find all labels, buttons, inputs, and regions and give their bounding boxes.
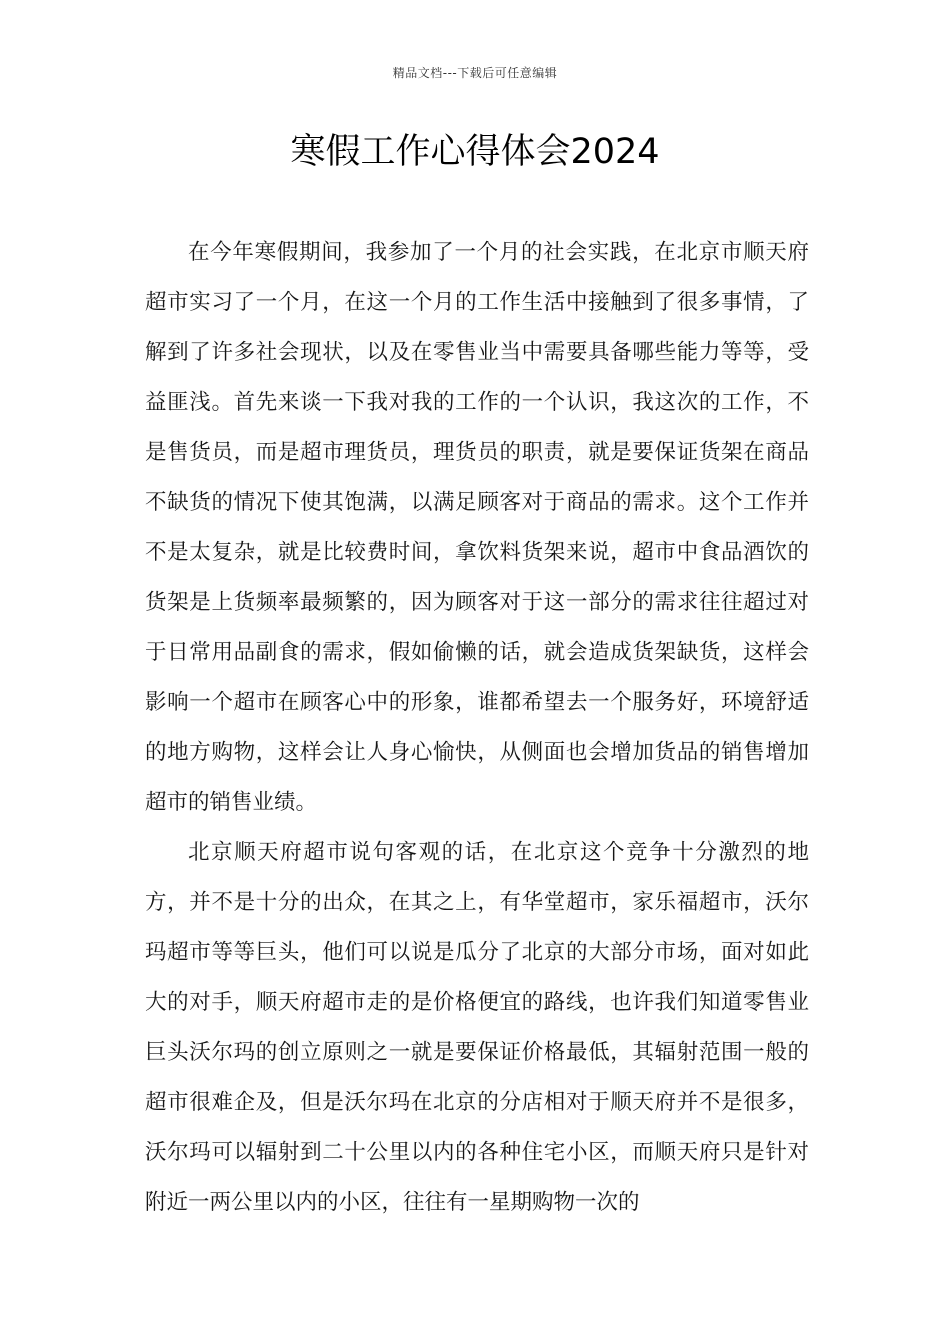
document-title: 寒假工作心得体会2024 xyxy=(290,132,660,172)
paragraph-2: 北京顺天府超市说句客观的话，在北京这个竞争十分激烈的地方，并不是十分的出众，在其之上，有华堂超市，家乐福超市，沃尔玛超市等等巨头，他们可以说是瓜分了北京的大部分市场，面对如此大的对手，顺天府超市走的是价格便宜的路线，也许我们知道零售业巨头沃尔玛的创立原则之一就是要保证价格最低，其辐射范围一般的超市很难企及，但是沃尔玛在北京的分店相对于顺天府并不是很多，沃尔玛可以辐射到二十公里以内的各种住宅小区，而顺天府只是针对附近一两公里以内的小区，往往有一星期购物一次的 xyxy=(145,840,809,1215)
header-note: 精品文档---下载后可任意编辑 xyxy=(392,66,558,80)
paragraph-1: 在今年寒假期间，我参加了一个月的社会实践，在北京市顺天府超市实习了一个月，在这一个月的工作生活中接触到了很多事情，了解到了许多社会现状，以及在零售业当中需要具备哪些能力等等，受益匪浅。首先来谈一下我对我的工作的一个认识，我这次的工作，不是售货员，而是超市理货员，理货员的职责，就是要保证货架在商品不缺货的情况下使其饱满，以满足顾客对于商品的需求。这个工作并不是太复杂，就是比较费时间，拿饮料货架来说，超市中食品酒饮的货架是上货频率最频繁的，因为顾客对于这一部分的需求往往超过对于日常用品副食的需求，假如偷懒的话，就会造成货架缺货，这样会影响一个超市在顾客心中的形象，谁都希望去一个服务好，环境舒适的地方购物，这样会让人身心愉快，从侧面也会增加货品的销售增加超市的销售业绩。 xyxy=(145,240,809,815)
document-body xyxy=(145,228,809,1228)
